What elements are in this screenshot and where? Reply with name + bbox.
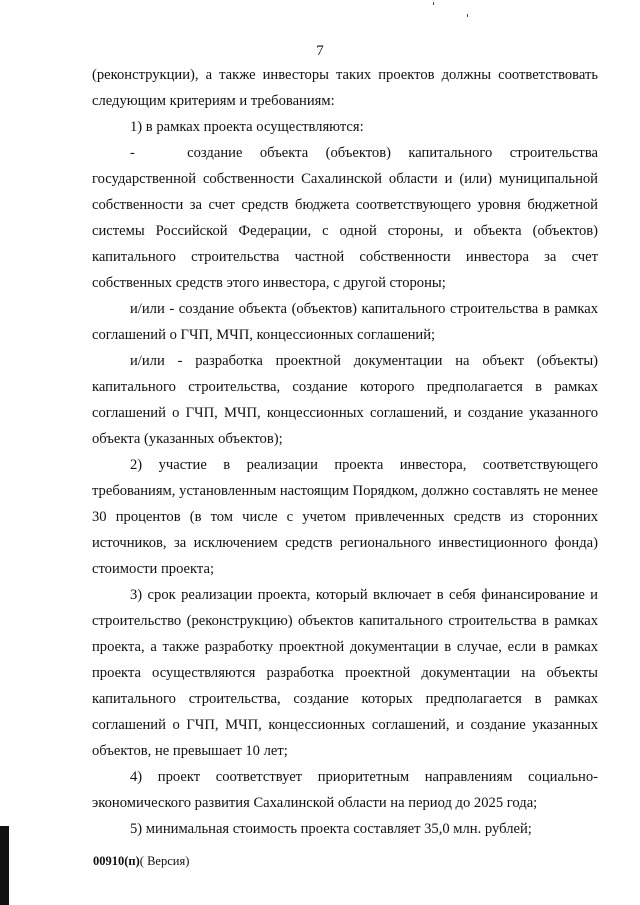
paragraph-item-1-or-b: и/или - разработка проектной документации на объект (объекты) капитального строительства, создание которого предполагается в рамках соглашений о ГЧП, МЧП, концессионных соглашений, и создание указанного объекта (указанных объектов); bbox=[92, 353, 598, 447]
document-version-label: ( Версия) bbox=[139, 854, 190, 868]
paragraph-item-5: 5) минимальная стоимость проекта составляет 35,0 млн. рублей; bbox=[130, 821, 532, 837]
paragraph-item-3: 3) срок реализации проекта, который включает в себя финансирование и строительство (реконструкцию) объектов капитального строительства в рамках проекта, а также разработку проектной документации в случае, если в рамках проекта осуществляются разработка проектной документации на объекты капитального строительства, создание которых предполагается в рамках соглашений о ГЧП, МЧП, концессионных соглашений, и создание указанных объектов, не превышает 10 лет; bbox=[92, 587, 598, 759]
document-code: 00910(п) bbox=[93, 854, 140, 868]
footer bbox=[93, 853, 189, 869]
document-body bbox=[92, 62, 598, 842]
paragraph-item-4: 4) проект соответствует приоритетным направлениям социально-экономического развития Сахалинской области на период до 2025 года; bbox=[92, 769, 598, 811]
paragraph-item-1-or-a: и/или - создание объекта (объектов) капитального строительства в рамках соглашений о ГЧП, МЧП, концессионных соглашений; bbox=[92, 301, 598, 343]
scan-edge-mark bbox=[0, 826, 9, 905]
paragraph-item-2: 2) участие в реализации проекта инвестора, соответствующего требованиям, установленным настоящим Порядком, должно составлять не менее 30 процентов (в том числе с учетом привлеченных средств из сторонних источников, за исключением средств регионального инвестиционного фонда) стоимости проекта; bbox=[92, 457, 598, 577]
paragraph-item-1: 1) в рамках проекта осуществляются: bbox=[130, 119, 364, 135]
scan-speck bbox=[467, 14, 468, 17]
scan-speck bbox=[433, 2, 434, 5]
paragraph-item-1-dash: - создание объекта (объектов) капитального строительства государственной собственности Сахалинской области и (или) муниципальной собственности за счет средств бюджета соответствующего уровня бюджетной системы Российской Федерации, с одной стороны, и объекта (объектов) капитального строительства частной собственности инвестора за счет собственных средств этого инвестора, с другой стороны; bbox=[92, 145, 598, 291]
paragraph-intro: (реконструкции), а также инвесторы таких проектов должны соответствовать следующим критериям и требованиям: bbox=[92, 67, 598, 109]
page-number: 7 bbox=[316, 43, 324, 59]
